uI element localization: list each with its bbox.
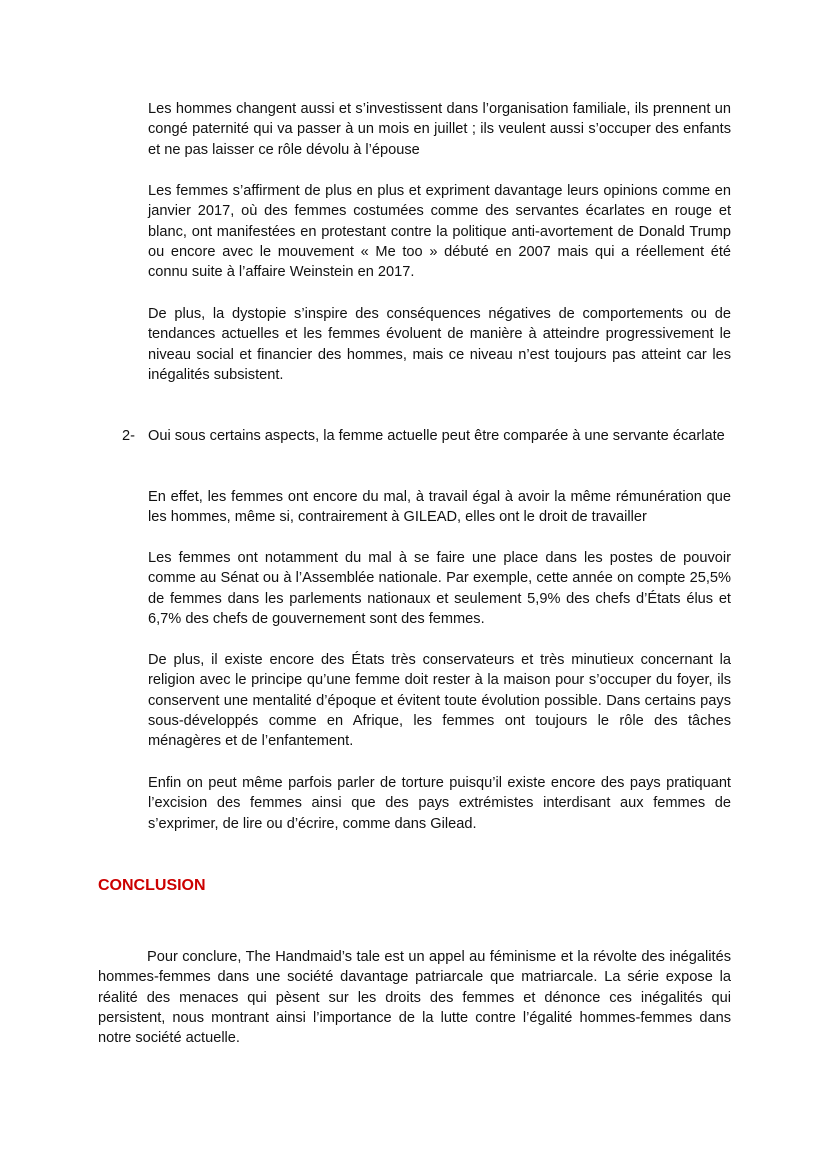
paragraph-fathers-involvement: Les hommes changent aussi et s’investissent dans l’organisation familiale, ils prennent un congé paternité qui va passer à un mois en juillet ; ils veulent aussi s’occuper des enfants et ne pas laisser ce rôle dévolu à l’épouse — [148, 101, 731, 158]
paragraph-power-positions: Les femmes ont notamment du mal à se faire une place dans les postes de pouvoir comme au Sénat ou à l’Assemblée nationale. Par exemple, cette année on compte 25,5% de femmes dans les parlements nationaux et seulement 5,9% des chefs d’États élus et 6,7% des chefs de gouvernement sont des femmes. — [148, 550, 731, 627]
list-item-2-text: Oui sous certains aspects, la femme actuelle peut être comparée à une servante écarlate — [148, 428, 725, 444]
conclusion-paragraph: Pour conclure, The Handmaid’s tale est un appel au féminisme et la révolte des inégalités hommes-femmes dans une société davantage patriarcale que matriarcale. La série expose la réalité des menaces qui pèsent sur les droits des femmes et dénonce ces inégalités qui persistent, nous montrant ainsi l’importance de la lutte contre l’égalité hommes-femmes dans notre société actuelle. — [98, 949, 731, 1047]
paragraph-torture: Enfin on peut même parfois parler de torture puisqu’il existe encore des pays pratiquant l’excision des femmes ainsi que des pays extrémistes interdisant aux femmes de s’exprimer, de lire ou d’écrire, comme dans Gilead. — [148, 775, 731, 832]
conclusion-heading: CONCLUSION — [98, 877, 206, 894]
paragraph-pay-gap: En effet, les femmes ont encore du mal, à travail égal à avoir la même rémunération que les hommes, même si, contrairement à GILEAD, elles ont le droit de travailler — [148, 489, 731, 526]
paragraph-conservative-states: De plus, il existe encore des États très conservateurs et très minutieux concernant la religion avec le principe qu’une femme doit rester à la maison pour s’occuper du foyer, ils conservent une mentalité d’époque et évitent toute évolution possible. Dans certains pays sous-développés comme en Afrique, les femmes ont toujours le rôle des tâches ménagères et de l’enfantement. — [148, 652, 731, 750]
paragraph-women-affirm: Les femmes s’affirment de plus en plus et expriment davantage leurs opinions comme en janvier 2017, où des femmes costumées comme des servantes écarlates en rouge et blanc, ont manifestées en protestant contre la politique anti-avortement de Donald Trump ou encore avec le mouvement « Me too » débuté en 2007 mais qui a réellement été connu suite à l’affaire Weinstein en 2017. — [148, 183, 731, 281]
paragraph-dystopia-inspiration: De plus, la dystopie s’inspire des conséquences négatives de comportements ou de tendances actuelles et les femmes évoluent de manière à atteindre progressivement le niveau social et financier des hommes, mais ce niveau n’est toujours pas atteint car les inégalités subsistent. — [148, 306, 731, 383]
list-number-2: 2- — [122, 428, 135, 444]
